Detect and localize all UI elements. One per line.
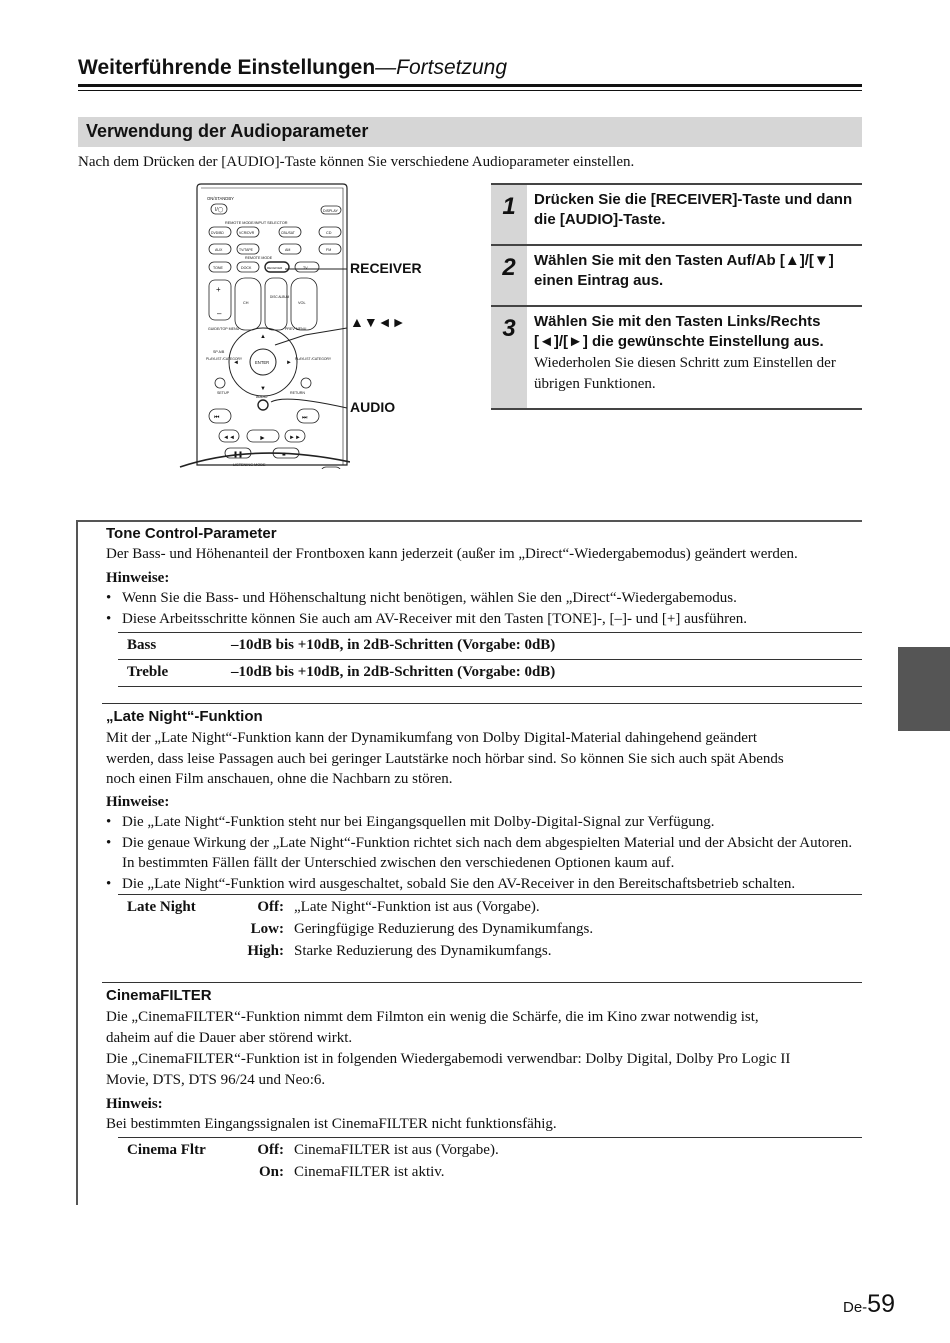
arrow-left-icon: ◄ xyxy=(233,360,239,366)
header-continued: —Fortsetzung xyxy=(375,56,508,79)
param-value: –10dB bis +10dB, in 2dB-Schritten (Vorgabe: 0dB) xyxy=(231,637,556,653)
step-note: Wiederholen Sie diesen Schritt zum Einstellen der übrigen Funktionen. xyxy=(534,355,836,392)
note-item: • Die „Late Night“-Funktion wird ausgeschaltet, sobald Sie den AV-Receiver in den Bereitschaftsbetrieb schalten. xyxy=(106,874,866,895)
section-title: Verwendung der Audioparameter xyxy=(86,121,369,141)
chapter-tab xyxy=(898,647,950,731)
step-title: Wählen Sie mit den Tasten Auf/Ab [▲]/[▼] einen Eintrag aus. xyxy=(534,252,834,289)
tone-heading: Tone Control-Parameter xyxy=(106,525,277,542)
callout-arrows: ▲▼◄► xyxy=(350,314,406,330)
table-rule xyxy=(118,632,862,633)
remote-audio-btn: AUDIO xyxy=(256,395,268,399)
step-number: 1 xyxy=(491,185,527,244)
section-rule xyxy=(102,703,862,704)
remote-input-selector: REMOTE MODE/INPUT SELECTOR xyxy=(225,221,288,225)
tone-notes-heading: Hinweise: xyxy=(106,570,170,586)
cinema-text-line: Die „CinemaFILTER“-Funktion nimmt dem Filmton ein wenig die Schärfe, die im Kino zwar notwendig ist, xyxy=(106,1009,759,1025)
remote-cd: CD xyxy=(326,231,332,235)
arrow-down-icon: ▼ xyxy=(260,386,266,392)
arrow-up-icon: ▲ xyxy=(260,334,266,340)
table-rule xyxy=(118,686,862,687)
note-item: • Diese Arbeitsschritte können Sie auch am AV-Receiver mit den Tasten [TONE]-, [–]- und [+] ausführen. xyxy=(106,609,866,630)
tone-notes xyxy=(106,588,866,629)
page-number xyxy=(843,1290,895,1319)
steps-list xyxy=(491,183,862,410)
remote-control-illustration xyxy=(175,180,350,485)
fast-forward-icon: ►► xyxy=(289,435,301,441)
remote-on-standby: ON/STANDBY xyxy=(207,196,234,201)
param-name: Cinema Fltr xyxy=(127,1142,206,1158)
minus-icon: – xyxy=(217,309,222,318)
remote-tv: TV xyxy=(303,266,308,270)
steps-end-rule xyxy=(491,408,862,410)
skip-back-icon: ⏮ xyxy=(214,415,220,421)
late-night-notes-heading: Hinweise: xyxy=(106,794,170,810)
late-night-heading: „Late Night“-Funktion xyxy=(106,708,263,725)
callout-audio: AUDIO xyxy=(350,399,396,415)
remote-prev-menu: PREV MENU xyxy=(285,327,307,331)
option-key: High: xyxy=(247,943,284,959)
remote-listening-mode: LISTENING MODE xyxy=(233,463,266,467)
table-rule xyxy=(118,659,862,660)
remote-tv-tape: TV/TAPE xyxy=(239,248,253,252)
param-name: Treble xyxy=(127,664,169,680)
step-number: 2 xyxy=(491,246,527,305)
remote-am: AM xyxy=(285,248,291,252)
remote-sp-ab: SP A/B xyxy=(213,350,225,354)
param-name: Bass xyxy=(127,637,157,653)
box-top-rule xyxy=(76,520,862,522)
param-value: –10dB bis +10dB, in 2dB-Schritten (Vorgabe: 0dB) xyxy=(231,664,556,680)
late-night-notes xyxy=(106,812,866,894)
option-desc: CinemaFILTER ist aktiv. xyxy=(294,1164,445,1180)
remote-receiver-btn: RECEIVER xyxy=(267,266,283,270)
play-icon: ► xyxy=(259,435,266,442)
remote-dock: DOCK xyxy=(241,266,252,270)
cinema-heading: CinemaFILTER xyxy=(106,987,212,1004)
tone-text: Der Bass- und Höhenanteil der Frontboxen kann jederzeit (außer im „Direct“-Wiedergabemodus) geändert werden. xyxy=(106,546,798,562)
option-key: Low: xyxy=(250,921,284,937)
step-1 xyxy=(491,183,862,244)
power-icon: I/◯ xyxy=(215,207,224,213)
page-header xyxy=(78,56,507,80)
remote-tone: TONE xyxy=(213,266,223,270)
arrow-right-icon: ► xyxy=(286,360,292,366)
cinema-text-line: Die „CinemaFILTER“-Funktion ist in folgenden Wiedergabemodi verwendbar: Dolby Digital, Dolby Pro Logic II xyxy=(106,1051,791,1067)
skip-forward-icon: ⏭ xyxy=(302,415,308,421)
callout-receiver: RECEIVER xyxy=(350,260,422,276)
page-number-value: 59 xyxy=(867,1290,895,1318)
cinema-text-line: daheim auf die Dauer aber störend wirkt. xyxy=(106,1029,353,1046)
step-3 xyxy=(491,305,862,408)
page-prefix: De- xyxy=(843,1299,868,1316)
option-desc: CinemaFILTER ist aus (Vorgabe). xyxy=(294,1142,499,1158)
table-rule xyxy=(118,1137,862,1138)
note-item: • Die genaue Wirkung der „Late Night“-Funktion richtet sich nach dem abgespielten Material und der Absicht der Autoren. In bestimmten Fällen fällt der Unterschied zwischen den verschiedenen Optionen kaum auf. xyxy=(106,833,866,874)
step-number: 3 xyxy=(491,307,527,408)
cinema-note-heading: Hinweis: xyxy=(106,1096,163,1112)
pause-icon: ❚❚ xyxy=(233,452,244,458)
option-desc: Starke Reduzierung des Dynamikumfangs. xyxy=(294,943,552,959)
late-night-text-line: noch einen Film anschauen, ohne die Nachbarn zu stören. xyxy=(106,771,453,787)
stop-icon: ■ xyxy=(282,452,286,458)
note-item: • Wenn Sie die Bass- und Höhenschaltung nicht benötigen, wählen Sie den „Direct“-Wiedergabemodus. xyxy=(106,588,866,609)
remote-enter: ENTER xyxy=(255,360,270,365)
section-rule xyxy=(102,982,862,983)
remote-display: DISPLAY xyxy=(323,209,338,213)
remote-cbl-sat: CBL/SAT xyxy=(281,231,295,235)
header-title: Weiterführende Einstellungen xyxy=(78,56,376,79)
section-intro: Nach dem Drücken der [AUDIO]-Taste können Sie verschiedene Audioparameter einstellen. xyxy=(78,154,635,170)
box-left-rule xyxy=(76,520,78,1205)
note-item: • Die „Late Night“-Funktion steht nur bei Eingangsquellen mit Dolby-Digital-Signal zur Verfügung. xyxy=(106,812,866,833)
option-desc: Geringfügige Reduzierung des Dynamikumfangs. xyxy=(294,921,594,937)
remote-return: RETURN xyxy=(290,391,305,395)
remote-vol: VOL xyxy=(298,301,306,305)
late-night-text-line: werden, dass leise Passagen auch bei geringer Lautstärke noch hörbar sind. So können Sie sich auch spät Abends xyxy=(106,750,784,767)
param-name: Late Night xyxy=(127,899,196,915)
remote-vcr-dvr: VCR/DVR xyxy=(239,231,255,235)
cinema-text-line: Movie, DTS, DTS 96/24 und Neo:6. xyxy=(106,1071,326,1088)
remote-mode-label: REMOTE MODE xyxy=(245,256,273,260)
option-key: Off: xyxy=(257,899,284,915)
option-key: Off: xyxy=(257,1142,284,1158)
remote-fm: FM xyxy=(326,248,332,252)
remote-ch: CH xyxy=(243,301,249,305)
remote-aux: AUX xyxy=(215,248,223,252)
rewind-icon: ◄◄ xyxy=(223,435,235,441)
remote-guide: GUIDE/TOP MENU xyxy=(208,327,240,331)
table-rule xyxy=(118,894,862,895)
option-desc: „Late Night“-Funktion ist aus (Vorgabe). xyxy=(294,899,540,915)
step-title: Wählen Sie mit den Tasten Links/Rechts [◄]/[►] die gewünschte Einstellung aus. xyxy=(534,313,824,350)
header-rule-thin xyxy=(78,90,862,91)
plus-icon: + xyxy=(216,285,221,294)
remote-dvd-bd: DVD/BD xyxy=(211,231,224,235)
late-night-text-line: Mit der „Late Night“-Funktion kann der Dynamikumfang von Dolby Digital-Material dahingehend geändert xyxy=(106,730,758,746)
step-title: Drücken Sie die [RECEIVER]-Taste und dann die [AUDIO]-Taste. xyxy=(534,191,853,228)
header-rule xyxy=(78,84,862,87)
remote-disc-album: DISC ALBUM xyxy=(270,295,290,299)
step-2 xyxy=(491,244,862,305)
remote-playlist-left: PLAYLIST /CATEGORY xyxy=(206,357,243,361)
remote-playlist-right: PLAYLIST /CATEGORY xyxy=(295,357,332,361)
cinema-note: Bei bestimmten Eingangssignalen ist CinemaFILTER nicht funktionsfähig. xyxy=(106,1116,557,1132)
remote-setup: SETUP xyxy=(217,391,229,395)
option-key: On: xyxy=(258,1164,284,1180)
